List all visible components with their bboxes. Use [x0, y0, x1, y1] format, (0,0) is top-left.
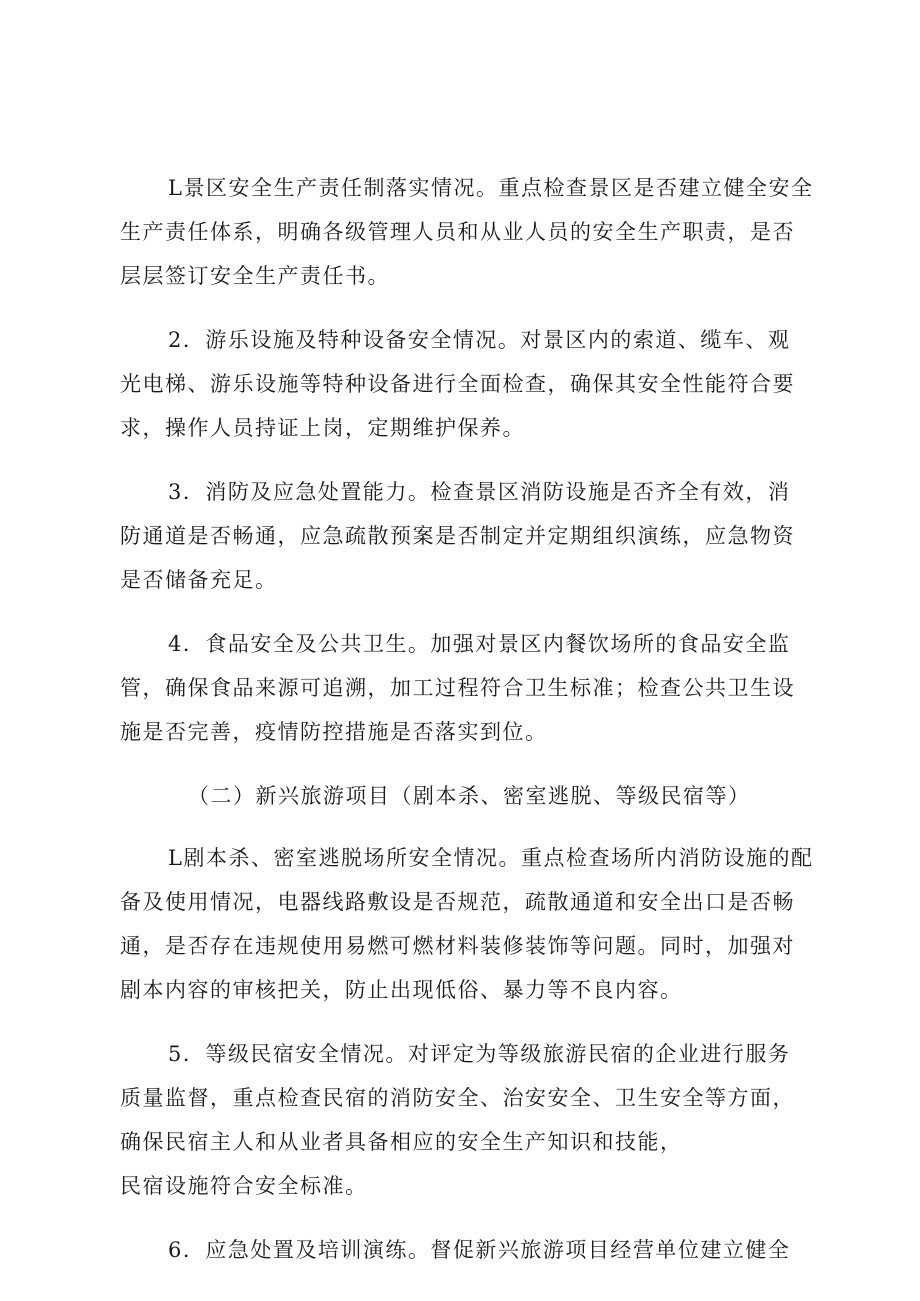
text-line: 生产责任体系，明确各级管理人员和从业人员的安全生产职责，是否	[120, 220, 795, 244]
paragraph-emergency-training	[120, 1228, 820, 1272]
text-line: 防通道是否畅通，应急疏散预案是否制定并定期组织演练，应急物资	[120, 524, 795, 548]
text-line: 光电梯、游乐设施等特种设备进行全面检查，确保其安全性能符合要	[120, 372, 795, 396]
text-line: 层层签订安全生产责任书。	[120, 264, 390, 288]
text-line: 民宿设施符合安全标准。	[120, 1174, 368, 1198]
text-line: 3．消防及应急处置能力。检查景区消防设施是否齐全有效，消	[168, 480, 791, 504]
document-page	[120, 166, 820, 1292]
text-line: 2．游乐设施及特种设备安全情况。对景区内的索道、缆车、观	[168, 328, 791, 352]
text-line: 确保民宿主人和从业者具备相应的安全生产知识和技能，	[120, 1130, 683, 1154]
paragraph-rides-equipment	[120, 318, 820, 450]
text-line: 通，是否存在违规使用易燃可燃材料装修装饰等问题。同时，加强对	[120, 934, 795, 958]
text-line: 4．食品安全及公共卫生。加强对景区内餐饮场所的食品安全监	[168, 632, 791, 656]
text-line: 5．等级民宿安全情况。对评定为等级旅游民宿的企业进行服务	[168, 1042, 791, 1066]
text-line: 剧本内容的审核把关，防止出现低俗、暴力等不良内容。	[120, 978, 683, 1002]
text-line: 施是否完善，疫情防控措施是否落实到位。	[120, 720, 548, 744]
text-line: 备及使用情况，电器线路敷设是否规范，疏散通道和安全出口是否畅	[120, 890, 795, 914]
text-line: 是否储备充足。	[120, 568, 278, 592]
paragraph-scenic-responsibility	[120, 166, 820, 298]
section-heading: （二）新兴旅游项目（剧本杀、密室逃脱、等级民宿等）	[188, 784, 751, 808]
text-line: L景区安全生产责任制落实情况。重点检查景区是否建立健全安全	[168, 176, 814, 200]
text-line: 质量监督，重点检查民宿的消防安全、治安安全、卫生安全等方面，	[120, 1086, 795, 1110]
paragraph-fire-emergency	[120, 470, 820, 602]
paragraph-graded-homestays	[120, 1032, 820, 1208]
text-line: 求，操作人员持证上岗，定期维护保养。	[120, 416, 525, 440]
text-line: 6．应急处置及培训演练。督促新兴旅游项目经营单位建立健全	[168, 1238, 791, 1262]
paragraph-script-escape-rooms	[120, 836, 820, 1012]
text-line: L剧本杀、密室逃脱场所安全情况。重点检查场所内消防设施的配	[168, 846, 814, 870]
paragraph-food-hygiene	[120, 622, 820, 754]
text-line: 管，确保食品来源可追溯，加工过程符合卫生标准；检查公共卫生设	[120, 676, 795, 700]
